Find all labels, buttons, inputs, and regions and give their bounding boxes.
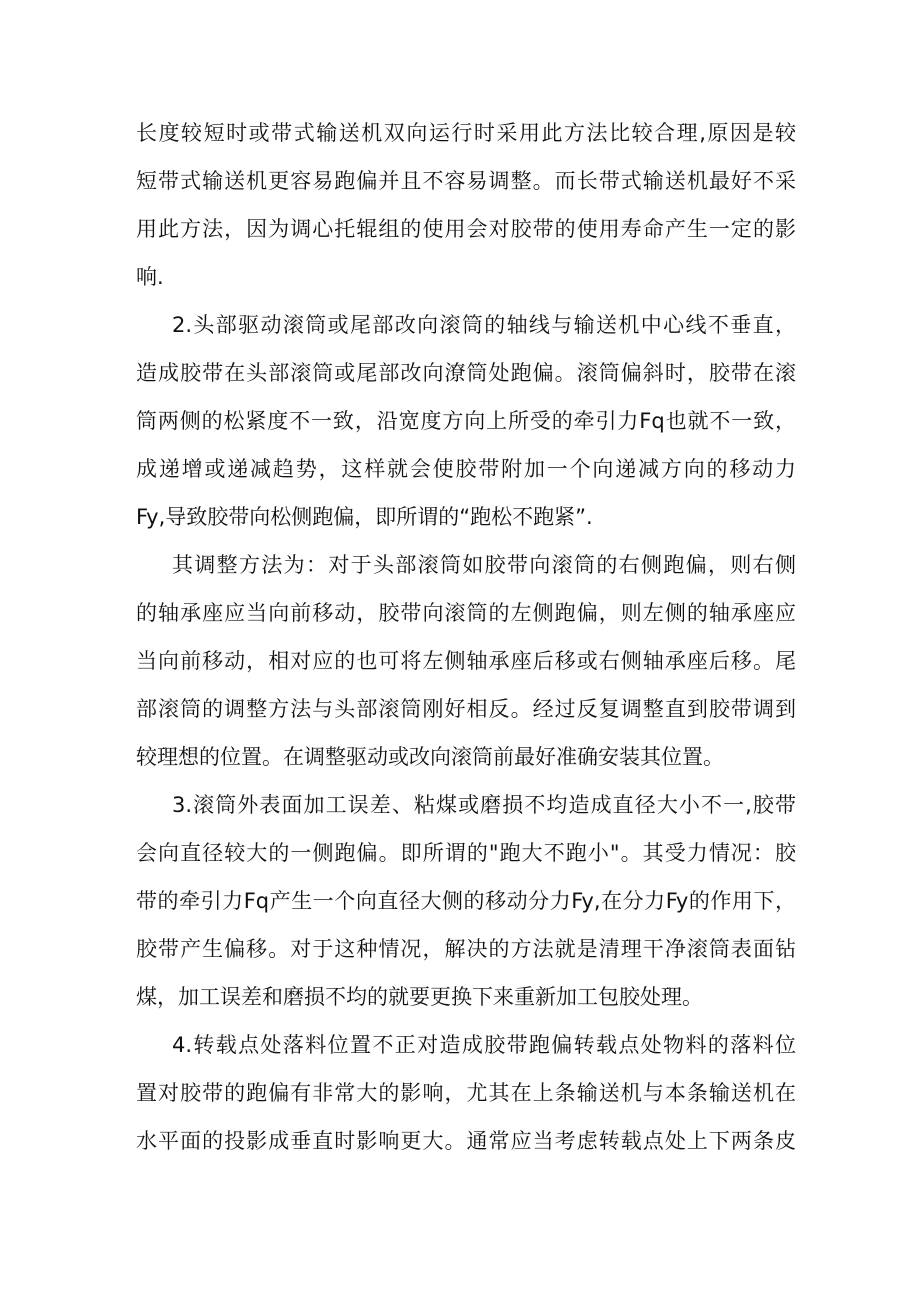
paragraph [136,1021,796,1165]
text-line: 短带式输送机更容易跑偏并且不容易调整。而长带式输送机最好不采 [136,169,796,193]
text-line: 带的牵引力Fq产生一个向直径大侧的移动分力Fy,在分力Fy的作用下， [136,889,796,913]
text-line: 成递增或递减趋势，这样就会使胶带附加一个向递减方向的移动力 [136,457,796,481]
text-line: 响. [136,265,164,289]
text-line: 3.滚筒外表面加工误差、粘煤或磨损不均造成直径大小不一,胶带 [172,793,796,817]
text-line: 造成胶带在头部滚筒或尾部改向潦筒处跑偏。滚筒偏斜时，胶带在滚 [136,361,796,385]
document-body [136,109,796,1165]
text-line: 会向直径较大的一侧跑偏。即所谓的"跑大不跑小"。其受力情况：胶 [136,841,796,865]
text-line: 当向前移动，相对应的也可将左侧轴承座后移或右侧轴承座后移。尾 [136,649,796,673]
text-line: 水平面的投影成垂直时影响更大。通常应当考虑转载点处上下两条皮 [136,1129,796,1153]
text-line: 煤，加工误差和磨损不均的就要更换下来重新加工包胶处理。 [136,985,703,1009]
paragraph [136,541,796,781]
text-line: 胶带产生偏移。对于这种情况，解决的方法就是清理干净滚筒表面钻 [136,937,796,961]
text-line: 用此方法，因为调心托辊组的使用会对胶带的使用寿命产生一定的影 [136,217,796,241]
text-line: 其调整方法为：对于头部滚筒如胶带向滚筒的右侧跑偏，则右侧 [172,553,796,577]
paragraph [136,781,796,1021]
paragraph [136,301,796,541]
text-line: Fy,导致胶带向松侧跑偏，即所谓的“跑松不跑紧”. [136,505,593,529]
text-line: 2.头部驱动滚筒或尾部改向滚筒的轴线与输送机中心线不垂直， [172,313,796,337]
text-line: 较理想的位置。在调整驱动或改向滚筒前最好准确安装其位置。 [136,745,724,769]
text-line: 的轴承座应当向前移动，胶带向滚筒的左侧跑偏，则左侧的轴承座应 [136,601,796,625]
text-line: 4.转载点处落料位置不正对造成胶带跑偏转载点处物料的落料位 [172,1033,796,1057]
text-line: 置对胶带的跑偏有非常大的影响，尤其在上条输送机与本条输送机在 [136,1081,796,1105]
paragraph [136,109,796,301]
text-line: 部滚筒的调整方法与头部滚筒刚好相反。经过反复调整直到胶带调到 [136,697,796,721]
text-line: 筒两侧的松紧度不一致，沿宽度方向上所受的牵引力Fq也就不一致， [136,409,796,433]
text-line: 长度较短时或带式输送机双向运行时采用此方法比较合理,原因是较 [136,121,796,145]
